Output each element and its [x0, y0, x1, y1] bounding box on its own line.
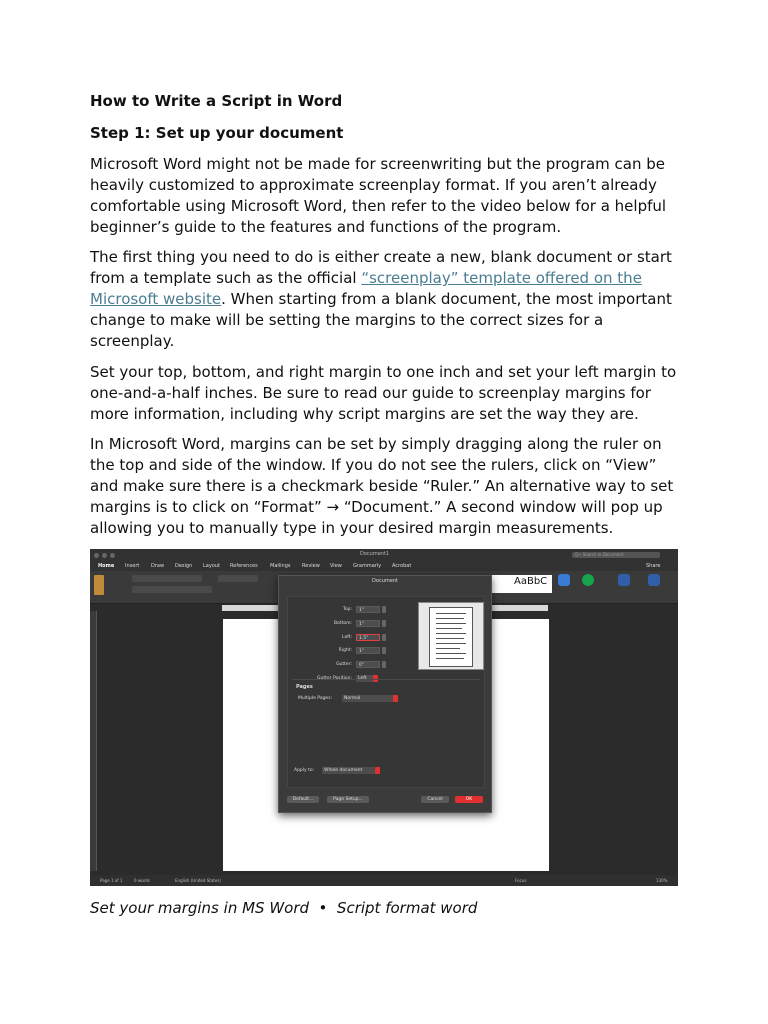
preview-line: [436, 638, 464, 639]
margins-pane: [287, 596, 485, 788]
right-field: 1": [356, 647, 380, 654]
apply-to-value: Whole document: [324, 768, 363, 773]
right-label: Right:: [338, 648, 352, 653]
step-heading: Step 1: Set up your document: [90, 124, 344, 142]
multiple-pages-label: Multiple Pages:: [298, 696, 333, 701]
left-label: Left:: [342, 635, 352, 640]
left-field: 1.5": [356, 634, 380, 641]
status-page: Page 1 of 1: [100, 878, 123, 883]
menu-insert: Insert: [125, 563, 140, 569]
paragraph-2-end: . When starting from a blank document, the most important change to make will be setting the margins to the correct sizes for a screenplay.: [90, 290, 672, 350]
paste-icon: [94, 575, 104, 595]
zoom-dot: [110, 553, 115, 558]
status-zoom: 130%: [656, 878, 668, 883]
title-bar: [90, 549, 678, 561]
menu-view: View: [330, 563, 342, 569]
styles-pane-icon: [558, 574, 570, 586]
menu-review: Review: [302, 563, 320, 569]
status-focus: Focus: [515, 878, 527, 883]
margin-preview: [418, 602, 484, 670]
preview-line: [436, 613, 466, 614]
default-button: Default...: [287, 796, 319, 803]
pane-divider: [292, 679, 480, 680]
apply-to-arrow-icon: [375, 767, 380, 774]
format-row: [132, 586, 212, 593]
preview-line: [436, 643, 466, 644]
page-setup-button: Page Setup...: [327, 796, 369, 803]
preview-line: [436, 623, 466, 624]
menu-draw: Draw: [151, 563, 165, 569]
image-caption: Set your margins in MS Word • Script format word: [90, 899, 478, 917]
menu-mailings: Mailings: [270, 563, 291, 569]
paragraph-2-start: The first thing you need to do is either create a new, blank document or start from a template such as the official: [90, 248, 672, 287]
bottom-field: 1": [356, 620, 380, 627]
minimize-dot: [102, 553, 107, 558]
gutter-label: Gutter:: [336, 662, 352, 667]
gutter-field: 0": [356, 661, 380, 668]
cancel-button: Cancel: [421, 796, 449, 803]
word-screenshot: [90, 549, 678, 886]
vertical-ruler: [90, 611, 97, 871]
pages-heading: Pages: [296, 684, 313, 690]
paragraph-2: [90, 247, 680, 352]
request-signatures-icon: [648, 574, 660, 586]
share-label: Share: [646, 563, 661, 569]
preview-line: [436, 658, 464, 659]
menu-design: Design: [175, 563, 193, 569]
styles-gallery: [490, 575, 552, 593]
status-words: 0 words: [134, 878, 150, 883]
apply-to-label: Apply to:: [294, 768, 315, 773]
paragraph-3: Set your top, bottom, and right margin to one inch and set your left margin to one-and-a-half inches. Be sure to read our guide to screenplay margins for more information, including why script margins are set the way they are.: [90, 363, 677, 423]
adobe-pdf-icon: [618, 574, 630, 586]
paragraph-1: Microsoft Word might not be made for screenwriting but the program can be heavily customized to approximate screenplay format. If you aren’t already comfortable using Microsoft Word, then refer to the video below for a helpful beginner’s guide to the features and functions of the program.: [90, 155, 667, 236]
top-field: 1": [356, 606, 380, 613]
grammarly-icon: [582, 574, 594, 586]
preview-line: [436, 648, 460, 649]
style-sample: AaBbC: [514, 576, 548, 587]
status-bar: [90, 875, 678, 886]
menu-grammarly: Grammarly: [353, 563, 382, 569]
preview-line: [436, 653, 466, 654]
window-title: Document1: [360, 551, 390, 557]
top-label: Top:: [342, 607, 352, 612]
ok-button: OK: [455, 796, 483, 803]
right-stepper: [382, 647, 386, 654]
close-dot: [94, 553, 99, 558]
preview-line: [436, 633, 466, 634]
dialog-title: Document: [372, 578, 398, 584]
multiple-pages-arrow-icon: [393, 695, 398, 702]
paragraph-4: In Microsoft Word, margins can be set by simply dragging along the ruler on the top and side of the window. If you do not see the rulers, click on “View” and make sure there is a checkmark beside “Ruler.” An alternative way to set margins is to click on “Format” → “Document.” A second window will pop up allowing you to manually type in your desired margin measurements.: [90, 435, 674, 537]
font-box: [132, 575, 202, 582]
menu-layout: Layout: [203, 563, 220, 569]
menu-bar: [90, 561, 678, 571]
bottom-stepper: [382, 620, 386, 627]
menu-references: References: [230, 563, 258, 569]
document-dialog: [278, 575, 492, 813]
menu-acrobat: Acrobat: [392, 563, 412, 569]
left-stepper: [382, 634, 386, 641]
status-language: English (United States): [175, 878, 221, 883]
multiple-pages-value: Normal: [344, 696, 361, 701]
top-stepper: [382, 606, 386, 613]
para-row: [218, 575, 258, 582]
preview-line: [436, 618, 464, 619]
preview-page: [429, 607, 473, 667]
menu-home: Home: [98, 563, 115, 569]
search-box: Q~ Search in Document: [572, 552, 660, 558]
screenplay-template-link[interactable]: “screenplay” template offered on the Microsoft website: [90, 269, 642, 308]
apply-to-select: [322, 767, 380, 774]
article-title: How to Write a Script in Word: [90, 92, 343, 110]
multiple-pages-select: [342, 695, 398, 702]
preview-line: [436, 628, 462, 629]
bottom-label: Bottom:: [333, 621, 352, 626]
gutter-stepper: [382, 661, 386, 668]
